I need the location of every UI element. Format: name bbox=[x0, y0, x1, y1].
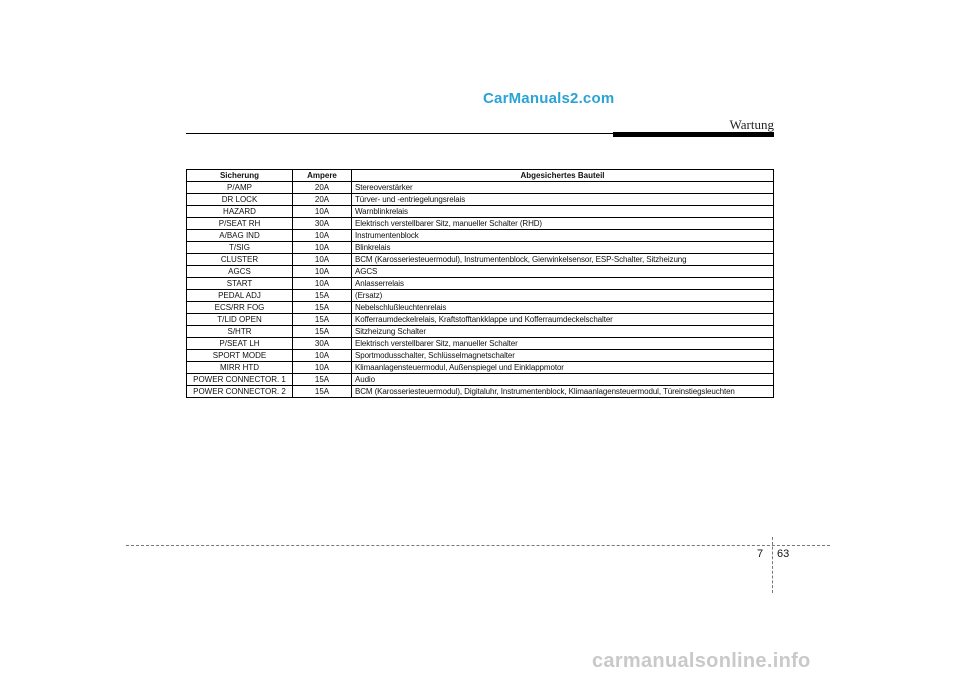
cell-component: Nebelschlußleuchtenrelais bbox=[352, 302, 774, 314]
cell-ampere: 15A bbox=[293, 302, 352, 314]
cell-component: BCM (Karosseriesteuermodul), Instrumentenblock, Gierwinkelsensor, ESP-Schalter, Sitzheizung bbox=[352, 254, 774, 266]
cell-fuse: MIRR HTD bbox=[187, 362, 293, 374]
cell-component: Sitzheizung Schalter bbox=[352, 326, 774, 338]
table-row bbox=[187, 206, 774, 218]
cell-component: Sportmodusschalter, Schlüsselmagnetschalter bbox=[352, 350, 774, 362]
cell-component: Audio bbox=[352, 374, 774, 386]
cell-ampere: 30A bbox=[293, 338, 352, 350]
cell-component: Kofferraumdeckelrelais, Kraftstofftankklappe und Kofferraumdeckelschalter bbox=[352, 314, 774, 326]
cell-ampere: 10A bbox=[293, 230, 352, 242]
cell-component: Stereoverstärker bbox=[352, 182, 774, 194]
cell-fuse: ECS/RR FOG bbox=[187, 302, 293, 314]
table-row bbox=[187, 326, 774, 338]
cell-ampere: 10A bbox=[293, 242, 352, 254]
table-row bbox=[187, 314, 774, 326]
cell-component: Türver- und -entriegelungsrelais bbox=[352, 194, 774, 206]
cell-component: Elektrisch verstellbarer Sitz, manueller Schalter (RHD) bbox=[352, 218, 774, 230]
cell-fuse: A/BAG IND bbox=[187, 230, 293, 242]
fuse-table bbox=[186, 169, 774, 398]
cell-ampere: 10A bbox=[293, 362, 352, 374]
column-header-ampere: Ampere bbox=[293, 170, 352, 182]
table-row bbox=[187, 278, 774, 290]
watermark-carmanualsonline: carmanualsonline.info bbox=[592, 650, 811, 672]
footer-vertical-dashed-rule bbox=[772, 537, 773, 593]
fuse-table-body bbox=[187, 182, 774, 398]
column-header-component: Abgesichertes Bauteil bbox=[352, 170, 774, 182]
table-header-row bbox=[187, 170, 774, 182]
header-accent-bar bbox=[613, 132, 774, 137]
cell-ampere: 20A bbox=[293, 194, 352, 206]
cell-component: Klimaanlagensteuermodul, Außenspiegel und Einklappmotor bbox=[352, 362, 774, 374]
cell-component: Warnblinkrelais bbox=[352, 206, 774, 218]
cell-ampere: 20A bbox=[293, 182, 352, 194]
cell-fuse: HAZARD bbox=[187, 206, 293, 218]
cell-ampere: 15A bbox=[293, 374, 352, 386]
cell-ampere: 15A bbox=[293, 290, 352, 302]
table-row bbox=[187, 194, 774, 206]
cell-component: Blinkrelais bbox=[352, 242, 774, 254]
cell-fuse: T/SIG bbox=[187, 242, 293, 254]
watermark-carmanuals2: CarManuals2.com bbox=[483, 90, 615, 107]
cell-fuse: P/AMP bbox=[187, 182, 293, 194]
table-row bbox=[187, 302, 774, 314]
table-row bbox=[187, 386, 774, 398]
table-row bbox=[187, 230, 774, 242]
cell-fuse: SPORT MODE bbox=[187, 350, 293, 362]
cell-ampere: 30A bbox=[293, 218, 352, 230]
page-number: 63 bbox=[777, 548, 790, 560]
table-row bbox=[187, 254, 774, 266]
cell-fuse: DR LOCK bbox=[187, 194, 293, 206]
cell-component: Instrumentenblock bbox=[352, 230, 774, 242]
cell-ampere: 10A bbox=[293, 350, 352, 362]
cell-ampere: 15A bbox=[293, 326, 352, 338]
table-row bbox=[187, 290, 774, 302]
cell-component: BCM (Karosseriesteuermodul), Digitaluhr, Instrumentenblock, Klimaanlagensteuermodul, Türeinstiegsleuchten bbox=[352, 386, 774, 398]
table-row bbox=[187, 374, 774, 386]
cell-component: (Ersatz) bbox=[352, 290, 774, 302]
table-row bbox=[187, 242, 774, 254]
table-row bbox=[187, 338, 774, 350]
table-row bbox=[187, 266, 774, 278]
cell-fuse: PEDAL ADJ bbox=[187, 290, 293, 302]
cell-ampere: 10A bbox=[293, 278, 352, 290]
cell-fuse: CLUSTER bbox=[187, 254, 293, 266]
cell-ampere: 10A bbox=[293, 206, 352, 218]
cell-fuse: S/HTR bbox=[187, 326, 293, 338]
cell-component: Anlasserrelais bbox=[352, 278, 774, 290]
cell-fuse: T/LID OPEN bbox=[187, 314, 293, 326]
cell-ampere: 10A bbox=[293, 254, 352, 266]
page-chapter: 7 bbox=[757, 548, 764, 560]
cell-ampere: 15A bbox=[293, 314, 352, 326]
cell-component: Elektrisch verstellbarer Sitz, manueller Schalter bbox=[352, 338, 774, 350]
footer-dashed-rule bbox=[126, 545, 830, 546]
cell-fuse: POWER CONNECTOR. 1 bbox=[187, 374, 293, 386]
cell-fuse: AGCS bbox=[187, 266, 293, 278]
table-row bbox=[187, 218, 774, 230]
cell-fuse: P/SEAT LH bbox=[187, 338, 293, 350]
cell-ampere: 10A bbox=[293, 266, 352, 278]
cell-fuse: START bbox=[187, 278, 293, 290]
table-row bbox=[187, 350, 774, 362]
cell-ampere: 15A bbox=[293, 386, 352, 398]
cell-component: AGCS bbox=[352, 266, 774, 278]
column-header-fuse: Sicherung bbox=[187, 170, 293, 182]
table-row bbox=[187, 362, 774, 374]
cell-fuse: P/SEAT RH bbox=[187, 218, 293, 230]
table-row bbox=[187, 182, 774, 194]
section-title: Wartung bbox=[729, 117, 774, 132]
cell-fuse: POWER CONNECTOR. 2 bbox=[187, 386, 293, 398]
